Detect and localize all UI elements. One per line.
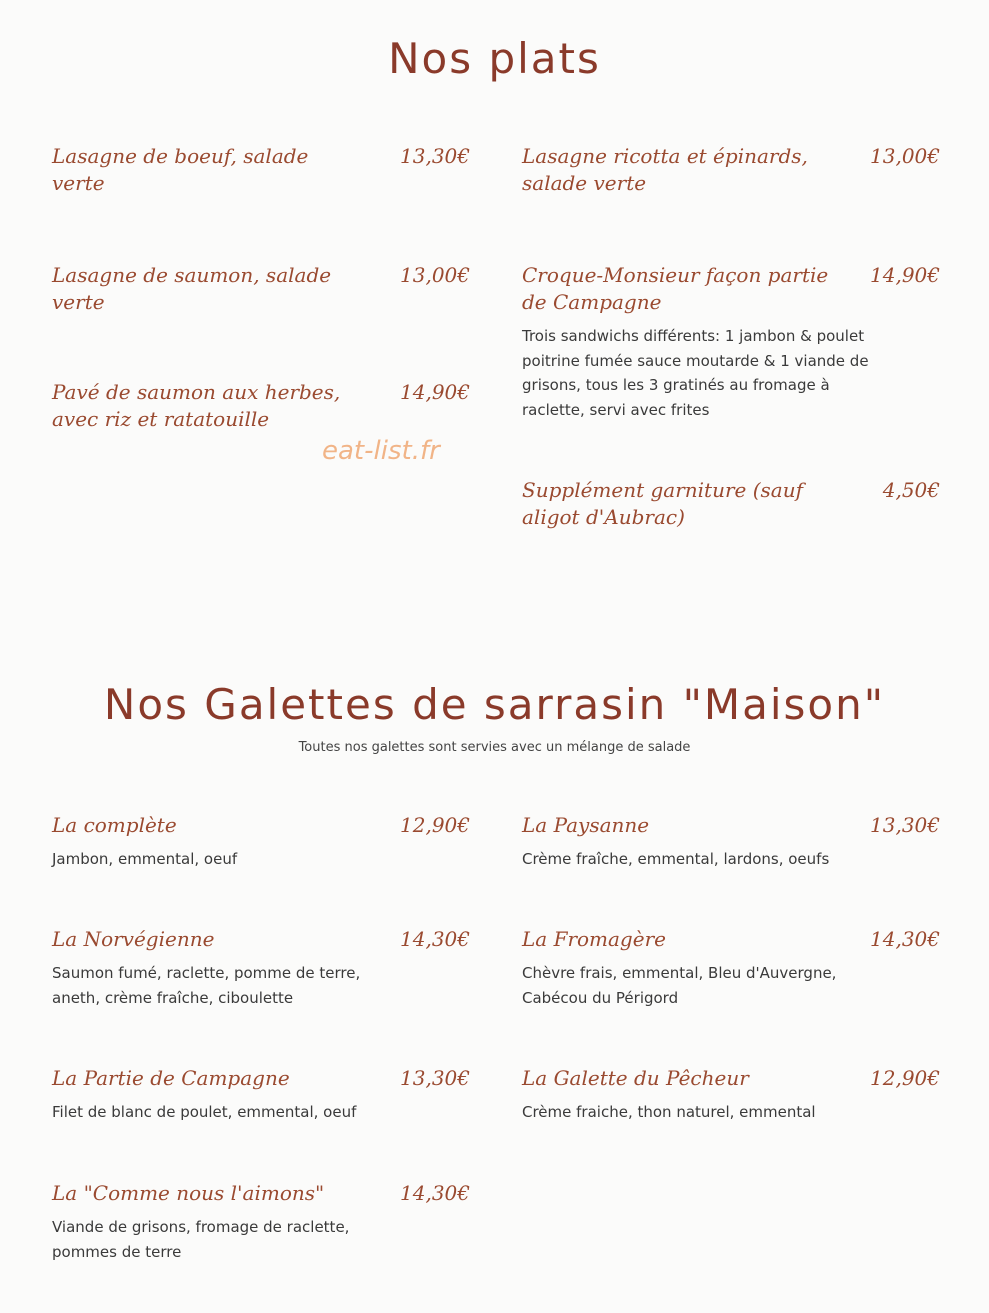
item-price: 14,30€	[400, 927, 470, 951]
menu-item	[52, 812, 470, 872]
menu-item	[52, 926, 470, 1010]
section-subtitle: Toutes nos galettes sont servies avec un mélange de salade	[298, 740, 691, 755]
item-price: 13,30€	[400, 144, 470, 168]
item-name: Pavé de saumon aux herbes, avec riz et ratatouille	[52, 380, 341, 431]
item-name: Croque-Monsieur façon partie de Campagne	[522, 263, 829, 314]
item-price: 13,30€	[870, 813, 940, 837]
item-name: Supplément garniture (sauf aligot d'Aubrac)	[522, 478, 804, 529]
menu-item	[52, 379, 470, 433]
item-name: Lasagne ricotta et épinards, salade verte	[522, 144, 808, 195]
item-name: Lasagne de saumon, salade verte	[52, 263, 332, 314]
watermark: eat-list.fr	[322, 436, 440, 466]
menu-item	[52, 143, 470, 197]
item-name: La "Comme nous l'aimons"	[52, 1181, 325, 1205]
item-price: 14,30€	[400, 1181, 470, 1205]
item-price: 14,90€	[400, 380, 470, 404]
item-name: La Galette du Pêcheur	[522, 1066, 749, 1090]
item-name: La Norvégienne	[52, 927, 215, 951]
menu-item	[522, 926, 940, 1010]
item-name: La Fromagère	[522, 927, 666, 951]
menu-item	[522, 477, 940, 531]
item-price: 14,90€	[870, 263, 940, 287]
item-description: Chèvre frais, emmental, Bleu d'Auvergne, Cabécou du Périgord	[522, 964, 837, 1007]
item-name: La Partie de Campagne	[52, 1066, 290, 1090]
menu-item	[52, 1065, 470, 1125]
item-name: Lasagne de boeuf, salade verte	[52, 144, 309, 195]
item-name: La complète	[52, 813, 177, 837]
item-description: Saumon fumé, raclette, pomme de terre, aneth, crème fraîche, ciboulette	[52, 964, 361, 1007]
menu-item	[522, 812, 940, 872]
menu-item	[52, 1180, 470, 1264]
item-price: 13,00€	[400, 263, 470, 287]
section-title-plats: Nos plats	[388, 34, 601, 83]
item-description: Viande de grisons, fromage de raclette, pommes de terre	[52, 1218, 350, 1261]
item-price: 12,90€	[870, 1066, 940, 1090]
menu-item	[52, 262, 470, 316]
item-description: Trois sandwichs différents: 1 jambon & poulet poitrine fumée sauce moutarde & 1 viande de grisons, tous les 3 gratinés au fromage à raclette, servi avec frites	[522, 327, 869, 419]
item-price: 12,90€	[400, 813, 470, 837]
menu-item	[522, 262, 940, 422]
item-price: 14,30€	[870, 927, 940, 951]
item-description: Crème fraiche, thon naturel, emmental	[522, 1103, 816, 1121]
item-description: Jambon, emmental, oeuf	[52, 850, 238, 868]
item-description: Crème fraîche, emmental, lardons, oeufs	[522, 850, 830, 868]
menu-item	[522, 143, 940, 197]
item-name: La Paysanne	[522, 813, 650, 837]
item-price: 13,30€	[400, 1066, 470, 1090]
item-description: Filet de blanc de poulet, emmental, oeuf	[52, 1103, 357, 1121]
item-price: 4,50€	[882, 478, 940, 502]
menu-item	[522, 1065, 940, 1125]
item-price: 13,00€	[870, 144, 940, 168]
section-title-galettes: Nos Galettes de sarrasin "Maison"	[103, 680, 886, 729]
